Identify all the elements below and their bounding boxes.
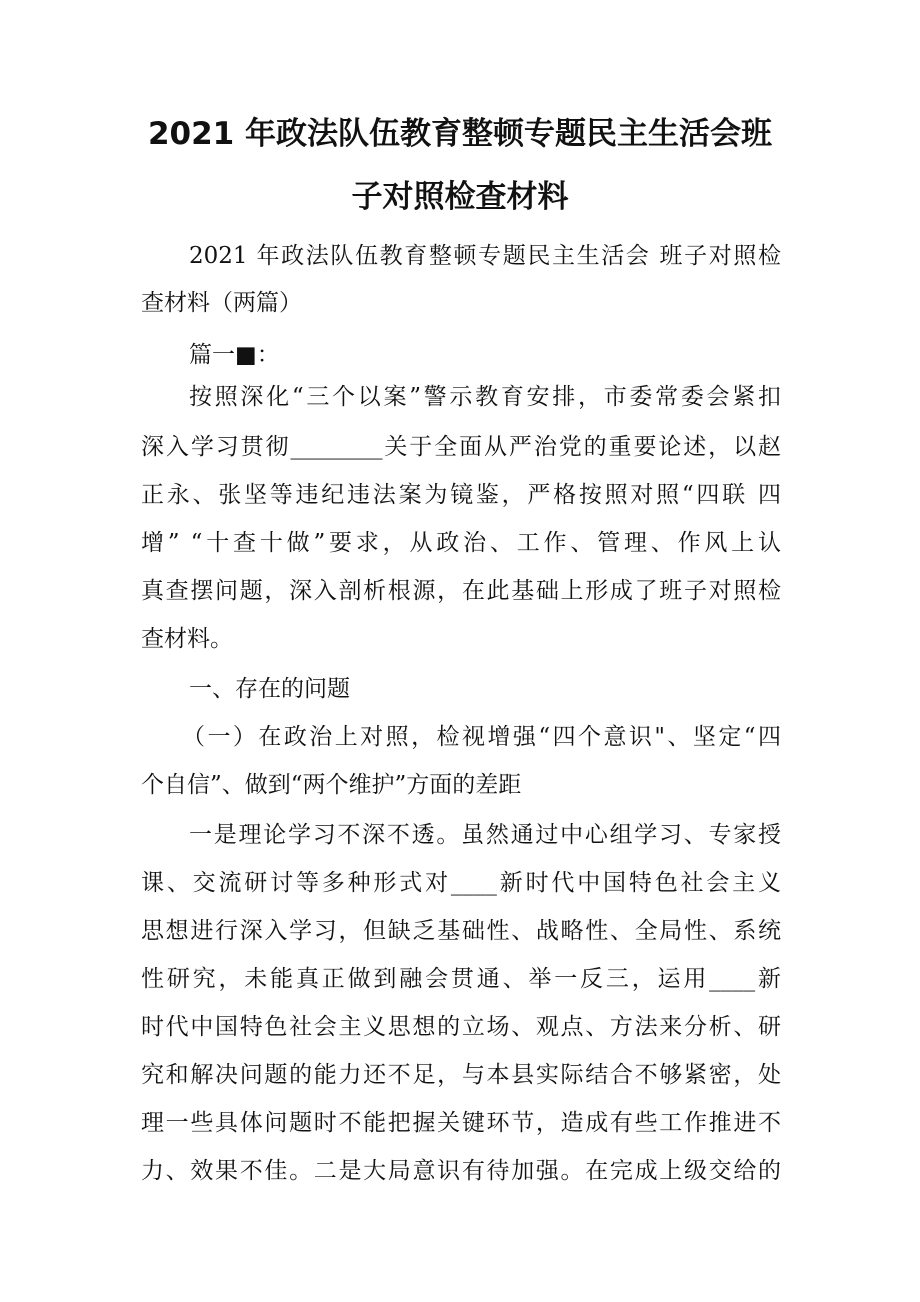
- body-line: 时代中国特色社会主义思想的立场、观点、方法来分析、研: [141, 1014, 781, 1040]
- body-line: 深入学习贯彻________关于全面从严治党的重要论述，以赵: [141, 434, 781, 460]
- body-line: 一是理论学习不深不透。虽然通过中心组学习、专家授: [189, 822, 781, 848]
- body-line: 正永、张坚等违纪违法案为镜鉴，严格按照对照“四联 四: [141, 482, 781, 508]
- body-line: 按照深化“三个以案”警示教育安排，市委常委会紧扣: [189, 384, 781, 410]
- document-title-line-2: 子对照检查材料: [351, 179, 569, 215]
- section-heading: 一、存在的问题: [189, 676, 350, 702]
- body-line: 查材料。: [141, 626, 233, 652]
- body-line: 思想进行深入学习，但缺乏基础性、战略性、全局性、系统: [141, 918, 781, 944]
- body-line: 课、交流研讨等多种形式对____新时代中国特色社会主义: [141, 870, 781, 896]
- body-line: 力、效果不佳。二是大局意识有待加强。在完成上级交给的: [141, 1158, 781, 1184]
- subsection-heading: （一）在政治上对照，检视增强“四个意识"、坚定“四: [182, 724, 781, 750]
- body-line: 2021 年政法队伍教育整顿专题民主生活会 班子对照检: [189, 243, 781, 269]
- subsection-heading: 个自信”、做到“两个维护”方面的差距: [141, 772, 522, 798]
- body-line: 性研究，未能真正做到融会贯通、举一反三，运用____新: [141, 966, 781, 992]
- body-line: 增” “十查十做”要求，从政治、工作、管理、作风上认: [141, 530, 781, 556]
- body-line: 查材料（两篇）: [141, 290, 302, 316]
- body-line: 真查摆问题，深入剖析根源，在此基础上形成了班子对照检: [141, 578, 781, 604]
- body-line: 理一些具体问题时不能把握关键环节，造成有些工作推进不: [141, 1110, 781, 1136]
- body-line: 究和解决问题的能力还不足，与本县实际结合不够紧密，处: [141, 1062, 781, 1088]
- document-title-line-1: 2021 年政法队伍教育整顿专题民主生活会班: [147, 116, 773, 152]
- section-label: 篇一■：: [189, 342, 280, 368]
